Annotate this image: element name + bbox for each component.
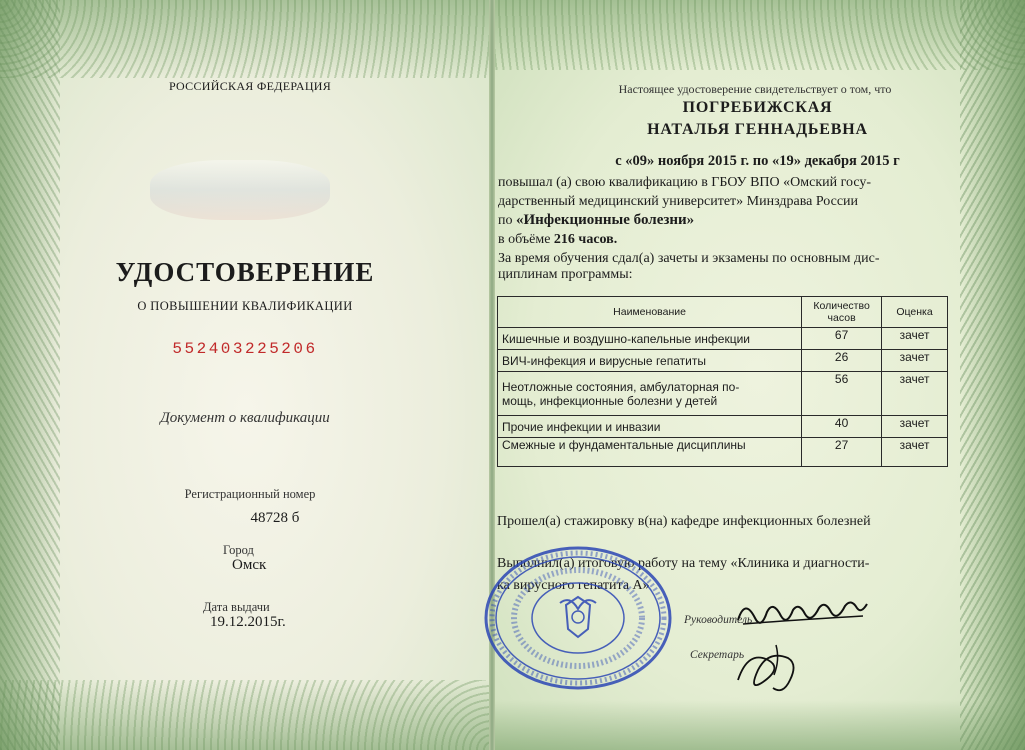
subject-hours: 67	[802, 328, 882, 350]
body-line-exams-2: циплинам программы:	[498, 267, 633, 282]
volume-prefix: в объёме	[498, 232, 554, 247]
registration-number: 48728 б	[250, 510, 300, 526]
subject-name-line-2: мощь, инфекционные болезни у детей	[502, 393, 718, 408]
left-page	[0, 0, 492, 750]
subjects-table	[497, 296, 948, 467]
certificate-subtitle: О ПОВЫШЕНИИ КВАЛИФИКАЦИИ	[137, 299, 353, 313]
secretary-signature-label: Секретарь	[690, 649, 745, 661]
header-grade: Оценка	[882, 297, 948, 328]
subject-name: Смежные и фундаментальные дисциплины	[498, 438, 802, 467]
subject-name: ВИЧ-инфекция и вирусные гепатиты	[498, 350, 802, 372]
training-period: с «09» ноября 2015 г. по «19» декабря 2015 г	[615, 153, 900, 169]
table-row	[498, 350, 948, 372]
program-name: «Инфекционные болезни»	[516, 212, 695, 228]
body-line-institution-1: повышал (а) свою квалификацию в ГБОУ ВПО «Омский госу-	[498, 175, 872, 190]
country-heading: РОССИЙСКАЯ ФЕДЕРАЦИЯ	[168, 79, 332, 93]
table-row	[498, 328, 948, 350]
subject-name: Кишечные и воздушно-капельные инфекции	[498, 328, 802, 350]
city-label: Город	[223, 543, 254, 557]
secretary-signature	[728, 640, 808, 700]
body-line-institution-2: дарственный медицинский университет» Минздрава России	[498, 194, 859, 209]
city-value: Омск	[232, 557, 267, 573]
table-header-row	[498, 297, 948, 328]
subject-hours: 26	[802, 350, 882, 372]
program-prefix: по	[498, 213, 516, 228]
subject-grade: зачет	[882, 438, 948, 467]
subject-grade: зачет	[882, 416, 948, 438]
faded-flag-watermark	[150, 160, 330, 220]
intro-text: Настоящее удостоверение свидетельствует о том, что	[618, 82, 892, 96]
subject-name	[498, 372, 802, 416]
serial-number: 552403225206	[172, 340, 318, 358]
thesis-line-1: Выполнил(а) итоговую работу на тему «Клиника и диагности-	[497, 556, 870, 571]
subject-hours: 56	[802, 372, 882, 416]
subject-grade: зачет	[882, 350, 948, 372]
volume-hours: 216 часов.	[553, 232, 618, 247]
head-signature-label: Руководитель	[684, 614, 753, 626]
document-type: Документ о квалификации	[160, 410, 330, 426]
holder-given-names: НАТАЛЬЯ ГЕННАДЬЕВНА	[647, 121, 868, 138]
issue-date-value: 19.12.2015г.	[210, 614, 286, 630]
table-row	[498, 416, 948, 438]
head-signature	[733, 590, 873, 635]
subject-hours: 27	[802, 438, 882, 467]
subject-name: Прочие инфекции и инвазии	[498, 416, 802, 438]
issue-date-label: Дата выдачи	[203, 600, 270, 614]
body-line-program	[498, 211, 953, 230]
holder-surname: ПОГРЕБИЖСКАЯ	[682, 99, 833, 116]
subject-grade: зачет	[882, 372, 948, 416]
body-line-exams-1: За время обучения сдал(а) зачеты и экзамены по основным дис-	[498, 251, 880, 266]
header-hours: Количество часов	[802, 297, 882, 328]
table-row	[498, 372, 948, 416]
header-name: Наименование	[498, 297, 802, 328]
subject-name-line-1: Неотложные состояния, амбулаторная по-	[502, 379, 740, 394]
thesis-line-2: ка вирусного гепатита А»	[497, 578, 650, 593]
registration-label: Регистрационный номер	[184, 487, 316, 501]
official-stamp	[478, 543, 678, 693]
internship-text: Прошел(а) стажировку в(на) кафедре инфекционных болезней	[497, 514, 871, 529]
subject-grade: зачет	[882, 328, 948, 350]
body-line-volume	[498, 230, 953, 249]
table-row	[498, 438, 948, 467]
certificate-title: УДОСТОВЕРЕНИЕ	[115, 257, 375, 287]
subject-hours: 40	[802, 416, 882, 438]
